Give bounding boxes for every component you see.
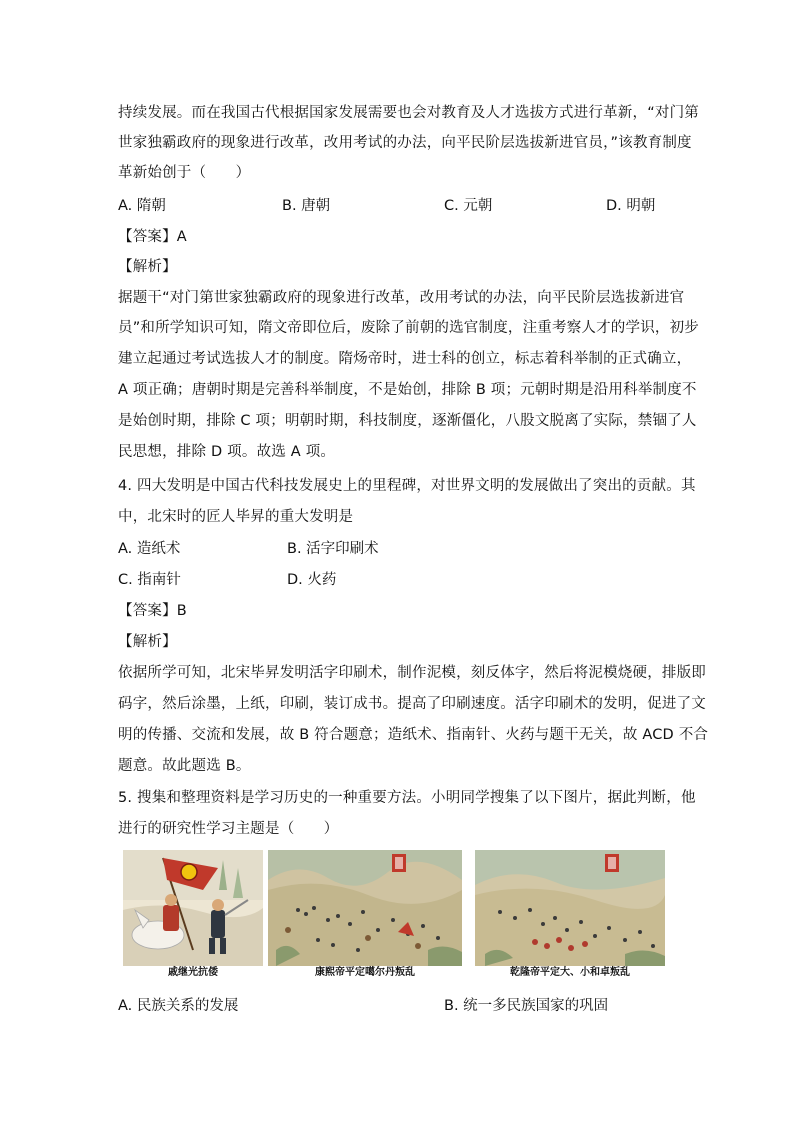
image-caption: 戚继光抗倭 [168,967,218,978]
qianlong-battle-painting-icon [475,850,665,966]
q3-analysis-line: 员”和所学知识可知，隋文帝即位后，废除了前朝的选官制度，注重考察人才的学识，初步 [118,320,700,336]
q3-analysis-line: 民思想，排除 D 项。故选 A 项。 [118,444,336,460]
image-caption: 乾隆帝平定大、小和卓叛乱 [510,967,630,978]
q4-stem-line: 4. 四大发明是中国古代科技发展史上的里程碑，对世界文明的发展做出了突出的贡献。其 [118,478,696,494]
q4-analysis-line: 码字，然后涂墨，上纸，印刷，装订成书。提高了印刷速度。活字印刷术的发明，促进了文 [118,696,706,712]
q3-analysis-line: 据题干“对门第世家独霸政府的现象进行改革，改用考试的办法，向平民阶层选拔新进官 [118,290,685,306]
q5-stem-line: 5. 搜集和整理资料是学习历史的一种重要方法。小明同学搜集了以下图片，据此判断，他 [118,790,696,806]
q5-stem-line: 进行的研究性学习主题是（ ） [118,821,339,837]
q4-answer: 【答案】B [118,603,187,619]
q4-analysis-line: 依据所学可知，北宋毕昇发明活字印刷术，制作泥模，刻反体字，然后将泥模烧硬，排版即 [118,665,706,681]
q3-option-a: A. 隋朝 [118,198,166,214]
qi-jiguang-painting-icon [123,850,263,966]
q3-stem-line: 持续发展。而在我国古代根据国家发展需要也会对教育及人才选拔方式进行革新，“对门第 [118,105,700,121]
q4-option-a: A. 造纸术 [118,541,181,557]
q5-option-a: A. 民族关系的发展 [118,998,239,1014]
q5-option-b: B. 统一多民族国家的巩固 [444,998,609,1014]
q4-stem-line: 中，北宋时的匠人毕昇的重大发明是 [118,509,354,525]
kangxi-battle-painting-icon [268,850,462,966]
q3-stem-line: 革新始创于（ ） [118,165,251,181]
q4-option-b: B. 活字印刷术 [287,541,379,557]
q4-option-d: D. 火药 [287,572,337,588]
image-caption: 康熙帝平定噶尔丹叛乱 [315,967,415,978]
q3-option-c: C. 元朝 [444,198,493,214]
q3-answer: 【答案】A [118,229,187,245]
q4-analysis-line: 题意。故此题选 B。 [118,758,251,774]
q4-analysis-label: 【解析】 [118,634,177,650]
q3-option-b: B. 唐朝 [282,198,331,214]
q3-option-d: D. 明朝 [606,198,656,214]
q3-analysis-label: 【解析】 [118,259,177,275]
q4-analysis-line: 明的传播、交流和发展，故 B 符合题意；造纸术、指南针、火药与题干无关，故 ACD 不合 [118,727,709,743]
q3-analysis-line: A 项正确；唐朝时期是完善科举制度，不是始创，排除 B 项；元朝时期是沿用科举制度不 [118,382,697,398]
q3-stem-line: 世家独霸政府的现象进行改革，改用考试的办法，向平民阶层选拔新进官员，”该教育制度 [118,135,692,151]
q4-option-c: C. 指南针 [118,572,181,588]
q3-analysis-line: 是始创时期，排除 C 项；明朝时期，科技制度，逐渐僵化，八股文脱离了实际，禁锢了人 [118,413,697,429]
q3-analysis-line: 建立起通过考试选拔人才的制度。隋炀帝时，进士科的创立，标志着科举制的正式确立， [118,351,692,367]
